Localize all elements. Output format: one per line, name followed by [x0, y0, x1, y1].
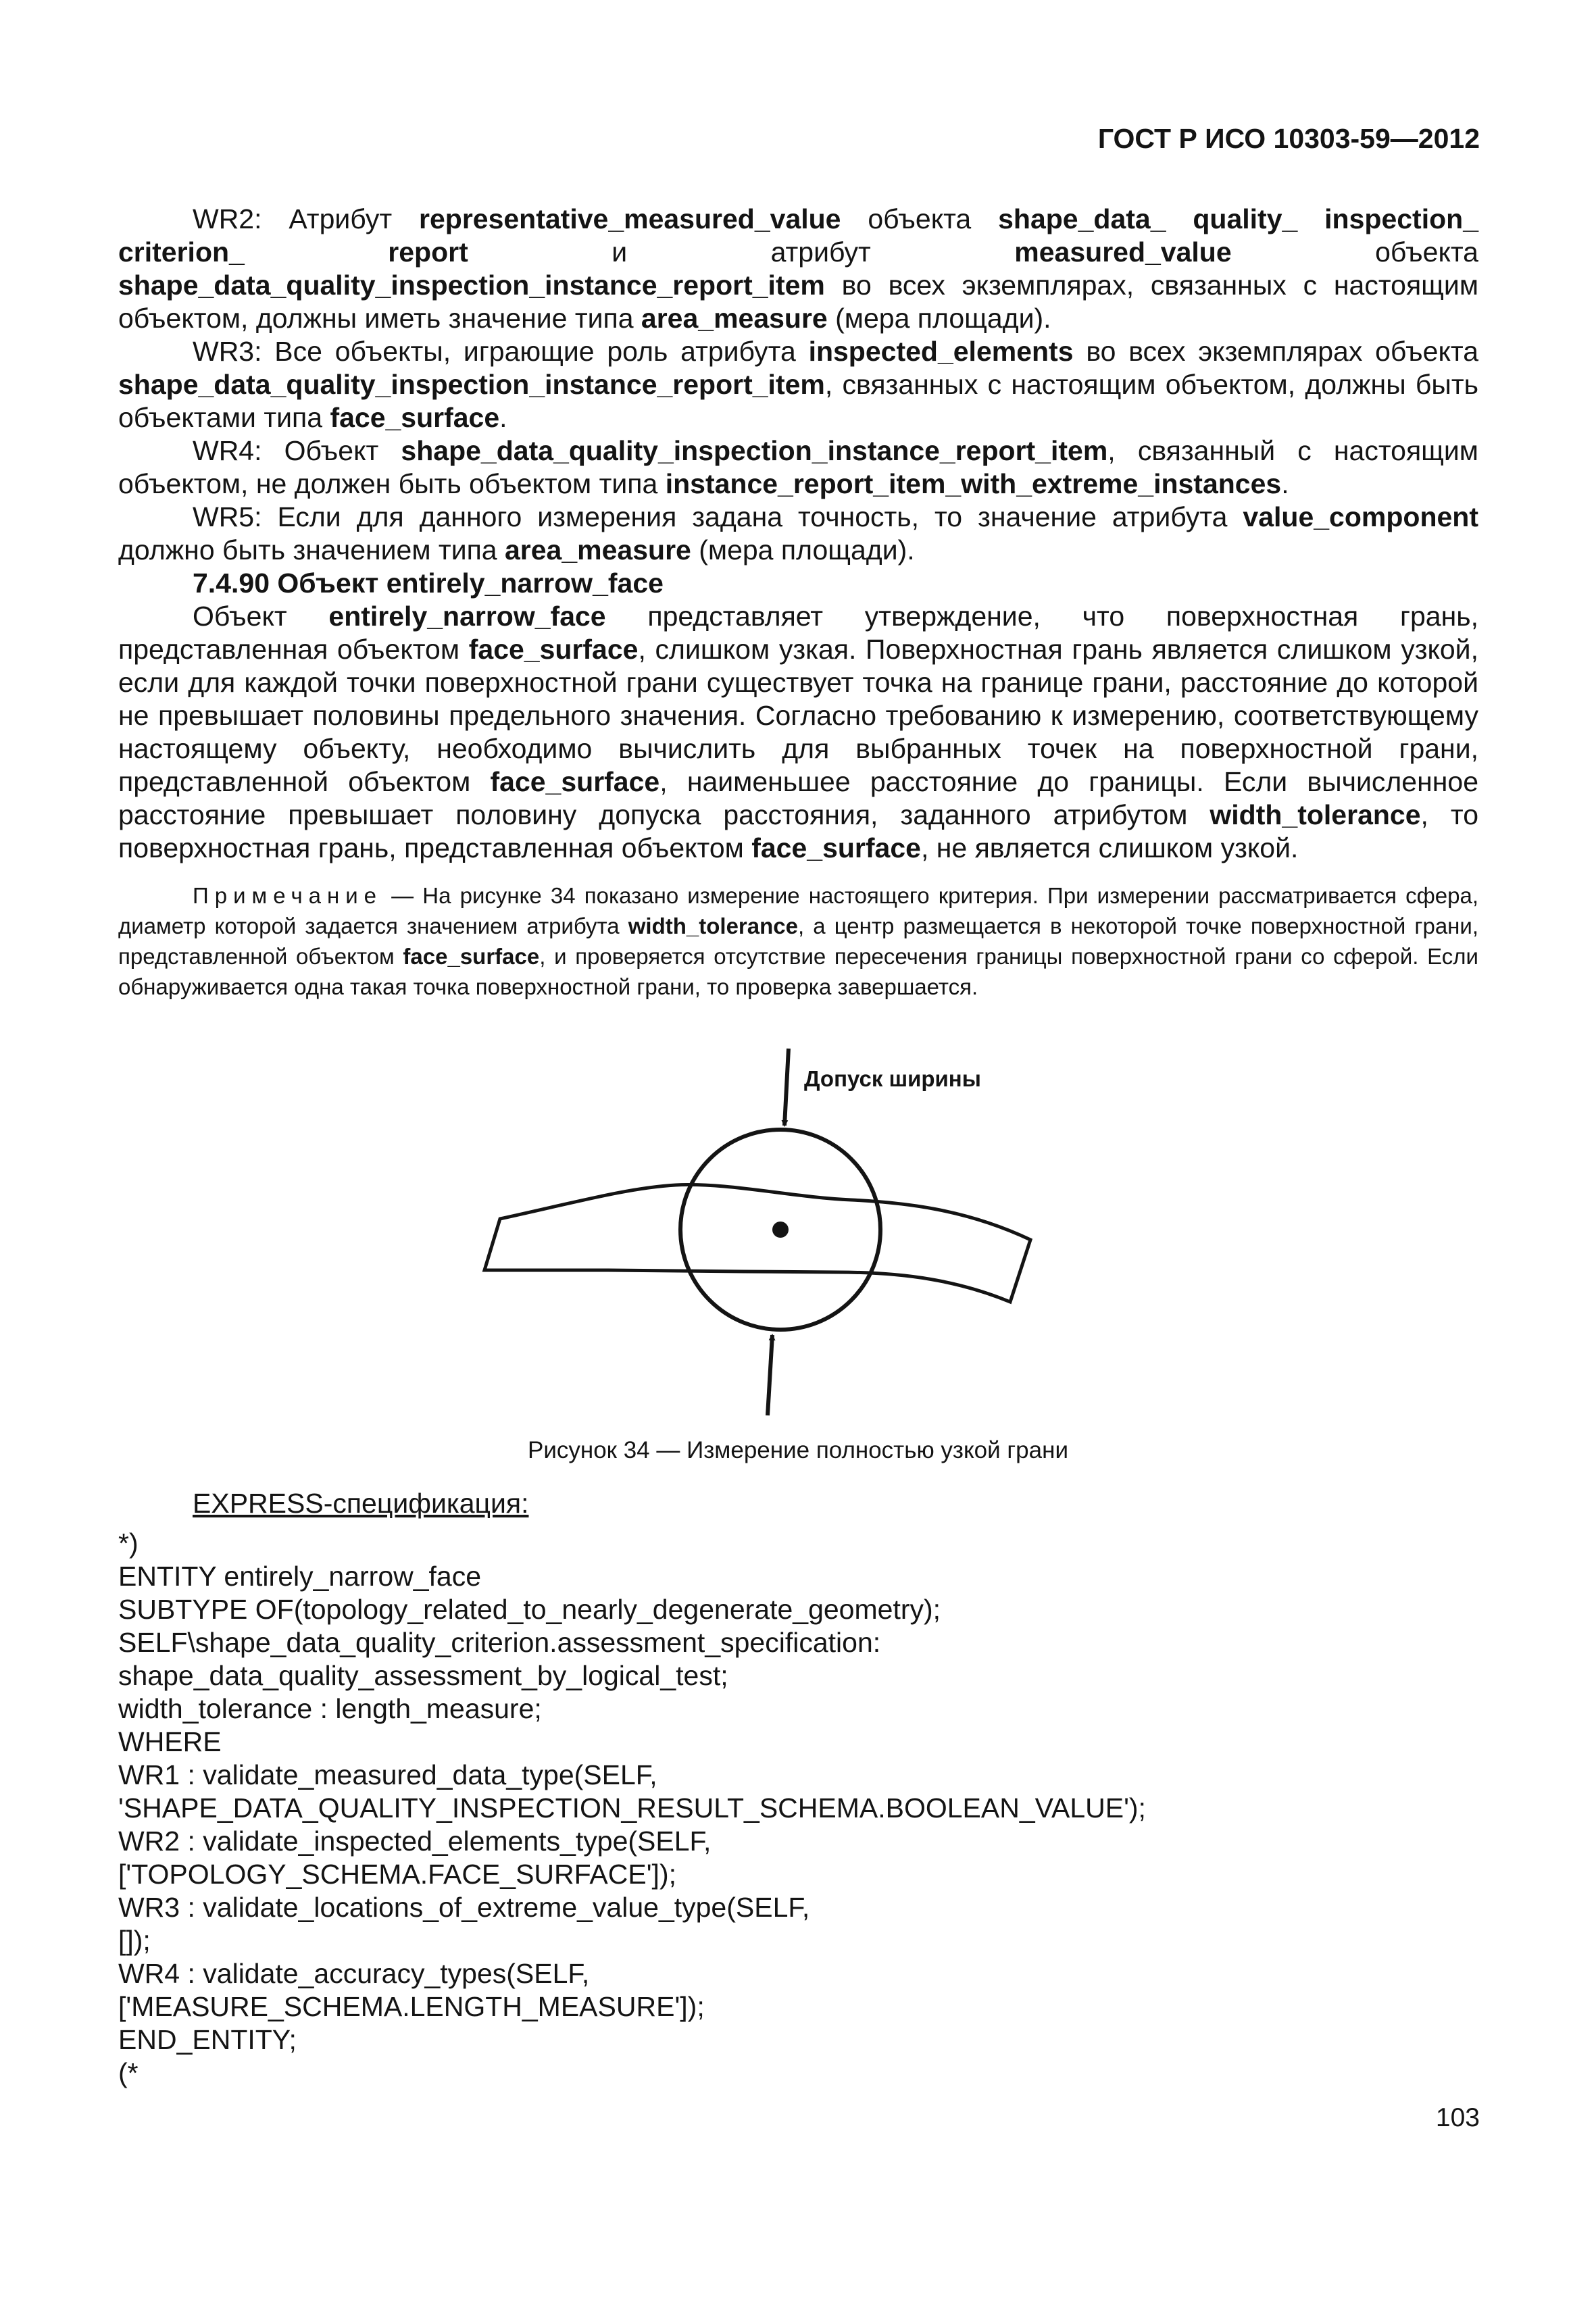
term: area_measure [505, 534, 691, 565]
note-label: Примечание [193, 883, 383, 908]
figure-34 [473, 1040, 1122, 1432]
face-surface-shape [484, 1185, 1030, 1302]
code-line: SUBTYPE OF(topology_related_to_nearly_degenerate_geometry); [118, 1594, 941, 1625]
code-line: *) [118, 1528, 139, 1559]
term: entirely_narrow_face [328, 601, 606, 632]
code-line: WR3 : validate_locations_of_extreme_value_type(SELF, [118, 1892, 810, 1923]
text-run: , и проверяется отсутствие пересечения границы поверхностной грани со сферой. Если обнаруживается одна такая точка поверхностной грани, то проверка завершается. [118, 944, 1478, 999]
code-line: WR1 : validate_measured_data_type(SELF, [118, 1759, 657, 1790]
term: measured_value [1014, 236, 1232, 268]
code-line: []); [118, 1925, 151, 1956]
code-line: shape_data_quality_assessment_by_logical_test; [118, 1660, 728, 1691]
term: inspected_elements [808, 336, 1074, 367]
code-line: (* [118, 2057, 139, 2088]
figure-caption: Рисунок 34 — Измерение полностью узкой грани [527, 1437, 1068, 1463]
text-run: WR4: Объект [193, 435, 401, 466]
text-run: . [1281, 468, 1289, 499]
text-run: , а центр размещается в некоторой точке поверхностной грани, представленной объектом [118, 913, 1478, 969]
code-line: WHERE [118, 1726, 222, 1757]
note [118, 880, 1478, 1002]
term: instance_report_item_with_extreme_instances [665, 468, 1282, 499]
text-run: — На рисунке 34 показано измерение настоящего критерия. При измерении рассматривается сфера, диаметр которой задается значением атрибута [118, 883, 1478, 938]
text-run: , связанных с настоящим объектом, должны быть объектами типа [118, 369, 1478, 433]
text-run: WR3: Все объекты, играющие роль атрибута [193, 336, 809, 367]
term: area_measure [641, 303, 828, 334]
text-run: и атрибут [468, 236, 1015, 268]
term: shape_data_quality_inspection_instance_report_item [401, 435, 1108, 466]
code-line: SELF\shape_data_quality_criterion.assessment_specification: [118, 1627, 881, 1658]
arrow-top [784, 1049, 789, 1126]
code-line: width_tolerance : length_measure; [118, 1693, 542, 1724]
text-run: (мера площади). [691, 534, 915, 565]
code-line: END_ENTITY; [118, 2024, 297, 2055]
paragraph-wr4 [118, 434, 1478, 501]
term: face_surface [468, 634, 639, 665]
term: shape_data_quality_inspection_instance_report_item [118, 270, 825, 301]
term: value_component [1243, 501, 1478, 532]
text-run: , не является слишком узкой. [920, 832, 1299, 863]
term: width_tolerance [628, 913, 798, 938]
text-run: WR2: Атрибут [193, 203, 420, 234]
term: face_surface [403, 944, 540, 969]
paragraph-wr5 [118, 501, 1478, 567]
text-run: , слишком узкая. Поверхностная грань является слишком узкой, если для каждой точки поверхностной грани существует точка на границе грани, расстояние до которой не превышает половины предельного значения. Согласно требованию к измерению, соответствующему настоящему объекту, необходимо вычислить для выбранных точек на поверхностной грани, представленной объектом [118, 634, 1478, 797]
section-heading-text: 7.4.90 Объект entirely_narrow_face [193, 568, 664, 599]
figure-label-width-tolerance: Допуск ширины [804, 1066, 981, 1091]
express-code [118, 1527, 1146, 2090]
text-run: во всех экземплярах объекта [1073, 336, 1479, 367]
text-run: , наименьшее расстояние до границы. Если вычисленное расстояние превышает половину допуска расстояния, заданного атрибутом [118, 766, 1478, 830]
document-header: ГОСТ Р ИСО 10303-59—2012 [1097, 123, 1480, 154]
text-run: объекта [1231, 236, 1478, 268]
code-line: 'SHAPE_DATA_QUALITY_INSPECTION_RESULT_SCHEMA.BOOLEAN_VALUE'); [118, 1792, 1146, 1823]
text-run: во всех экземплярах, связанных с настоящим объектом, должны иметь значение типа [118, 270, 1478, 334]
term: shape_data_ quality_ inspection_ criterion_ report [118, 203, 1478, 268]
page-number: 103 [1435, 2103, 1480, 2132]
term: representative_measured_value [419, 203, 841, 234]
code-line: ENTITY entirely_narrow_face [118, 1561, 482, 1592]
term: face_surface [751, 832, 921, 863]
paragraph-wr2 [118, 203, 1478, 335]
express-title: EXPRESS-спецификация: [193, 1488, 529, 1519]
text-run: представляет утверждение, что поверхностная грань, представленная объектом [118, 601, 1478, 665]
arrow-bottom [768, 1335, 772, 1415]
text-run: WR5: Если для данного измерения задана точность, то значение атрибута [193, 501, 1243, 532]
code-line: WR2 : validate_inspected_elements_type(SELF, [118, 1826, 712, 1857]
term: width_tolerance [1210, 799, 1421, 830]
paragraph-wr3 [118, 335, 1478, 434]
center-point [772, 1222, 789, 1238]
text-run: . [499, 402, 507, 433]
body-text [118, 203, 1478, 865]
term: face_surface [330, 402, 500, 433]
code-line: ['TOPOLOGY_SCHEMA.FACE_SURFACE']); [118, 1859, 676, 1890]
text-run: (мера площади). [827, 303, 1051, 334]
term: face_surface [490, 766, 660, 797]
code-line: WR4 : validate_accuracy_types(SELF, [118, 1958, 590, 1989]
text-run: объекта [841, 203, 999, 234]
text-run: , связанный с настоящим объектом, не должен быть объектом типа [118, 435, 1478, 499]
term: shape_data_quality_inspection_instance_report_item [118, 369, 825, 400]
text-run: , то поверхностная грань, представленная объектом [118, 799, 1478, 863]
code-line: ['MEASURE_SCHEMA.LENGTH_MEASURE']); [118, 1991, 705, 2022]
section-heading [118, 567, 1478, 600]
text-run: Объект [193, 601, 329, 632]
text-run: должно быть значением типа [118, 534, 505, 565]
paragraph-definition [118, 600, 1478, 865]
